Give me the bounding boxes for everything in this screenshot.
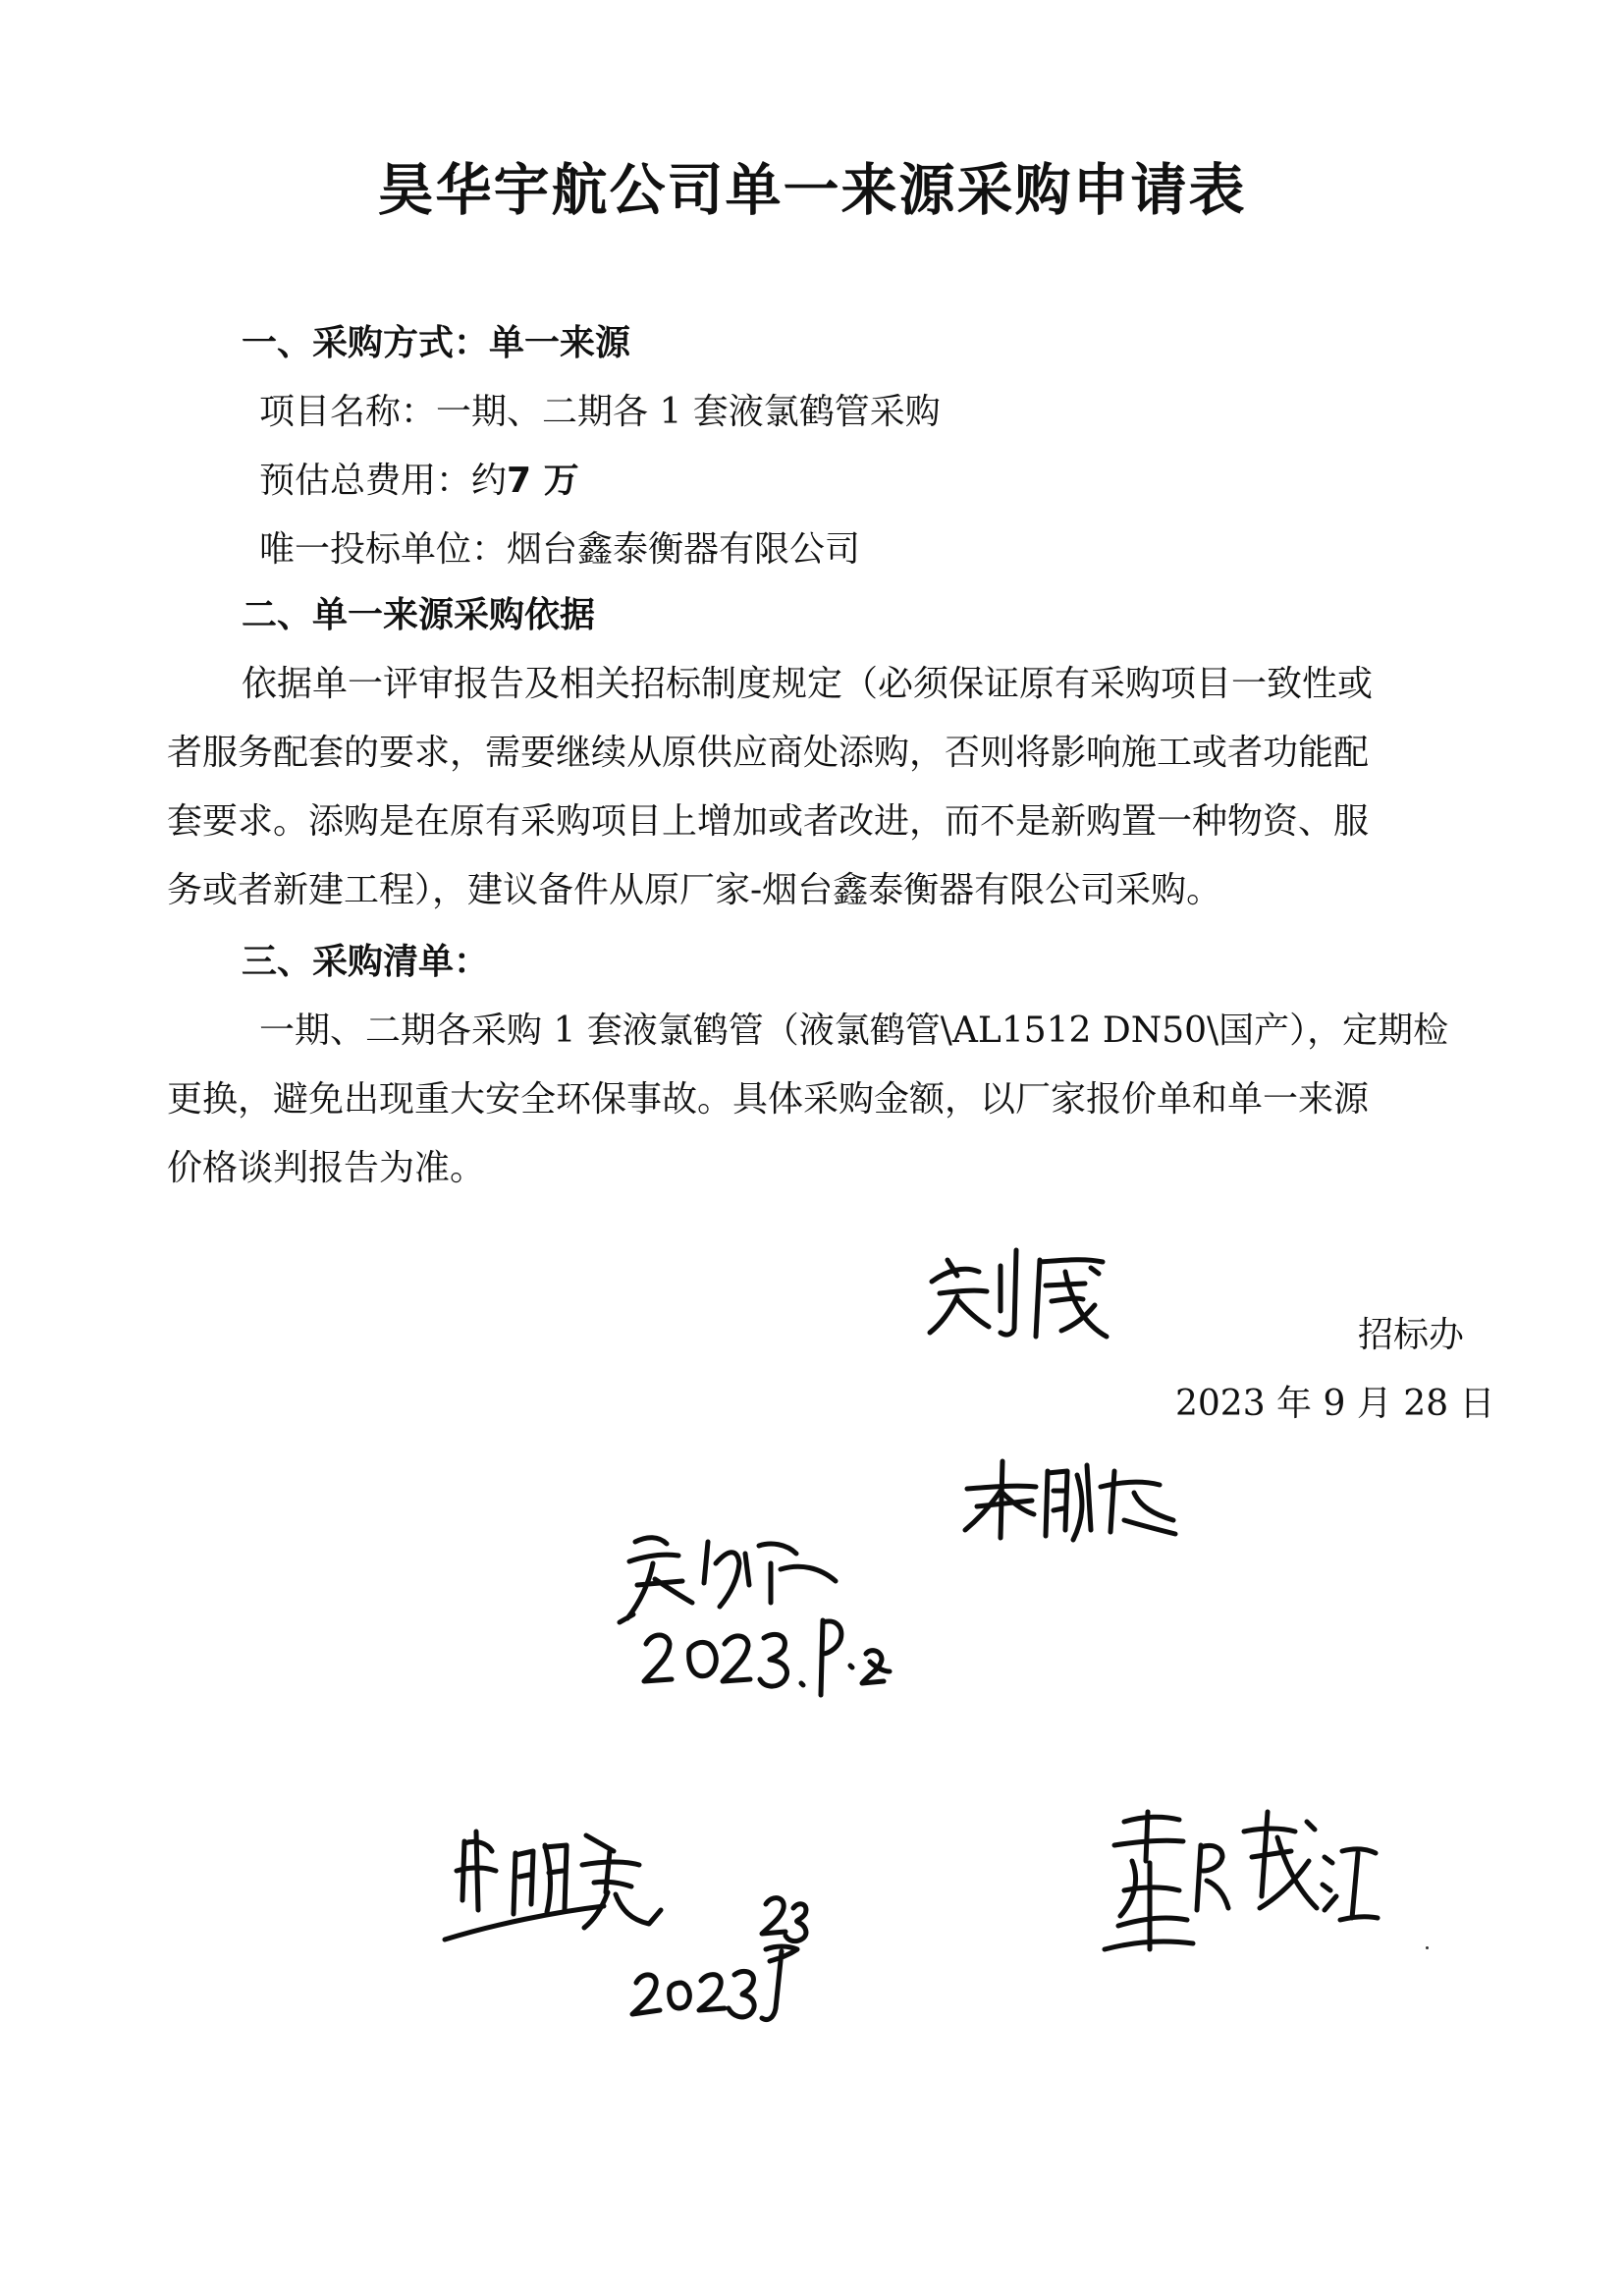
- sole-bidder-value: 烟台鑫泰衡器有限公司: [507, 529, 861, 570]
- list-line-2: 更换，避免出现重大安全环保事故。具体采购金额，以厂家报价单和单一来源: [167, 1079, 1370, 1120]
- signature-li-pengfei: [957, 1451, 1183, 1545]
- project-name-row: [259, 389, 941, 436]
- project-name-value: 一期、二期各 1 套液氯鹤管采购: [436, 392, 941, 432]
- basis-line-4: 务或者新建工程），建议备件从原厂家-烟台鑫泰衡器有限公司采购。: [167, 870, 1222, 910]
- estimated-cost-row: [259, 458, 579, 505]
- sole-bidder-row: [259, 526, 860, 574]
- issuing-department: 招标办: [1358, 1315, 1465, 1355]
- list-line-1: 一期、二期各采购 1 套液氯鹤管（液氯鹤管\AL1512 DN50\国产），定期检: [259, 1011, 1449, 1051]
- section2-heading: 二、单一来源采购依据: [242, 595, 596, 635]
- sole-bidder-label: 唯一投标单位：: [259, 529, 508, 570]
- signature-liu-wei: [918, 1242, 1114, 1350]
- section1-heading: 一、采购方式：单一来源: [242, 323, 631, 363]
- project-name-label: 项目名称：: [259, 392, 437, 432]
- signature-bi-mingliang-date: [628, 1890, 815, 2028]
- list-line-3: 价格谈判报告为准。: [167, 1148, 486, 1188]
- document-title: 昊华宇航公司单一来源采购申请表: [377, 158, 1247, 223]
- signature-dong-chengjiang: [1085, 1802, 1380, 1969]
- estimated-cost-label: 预估总费用：: [259, 461, 472, 501]
- issue-date: 2023 年 9 月 28 日: [1175, 1384, 1495, 1424]
- basis-line-3: 套要求。添购是在原有采购项目上增加或者改进，而不是新购置一种物资、服: [167, 801, 1370, 842]
- estimated-cost-value: 7 万: [507, 461, 579, 501]
- estimated-cost-prefix: 约: [471, 461, 508, 501]
- basis-line-2: 者服务配套的要求，需要继续从原供应商处添购，否则将影响施工或者功能配: [167, 733, 1370, 773]
- section3-heading: 三、采购清单：: [242, 942, 490, 982]
- scan-speck: [1426, 1946, 1429, 1949]
- signature-wu-tao-date: [638, 1611, 893, 1699]
- basis-line-1: 依据单一评审报告及相关招标制度规定（必须保证原有采购项目一致性或: [242, 664, 1374, 704]
